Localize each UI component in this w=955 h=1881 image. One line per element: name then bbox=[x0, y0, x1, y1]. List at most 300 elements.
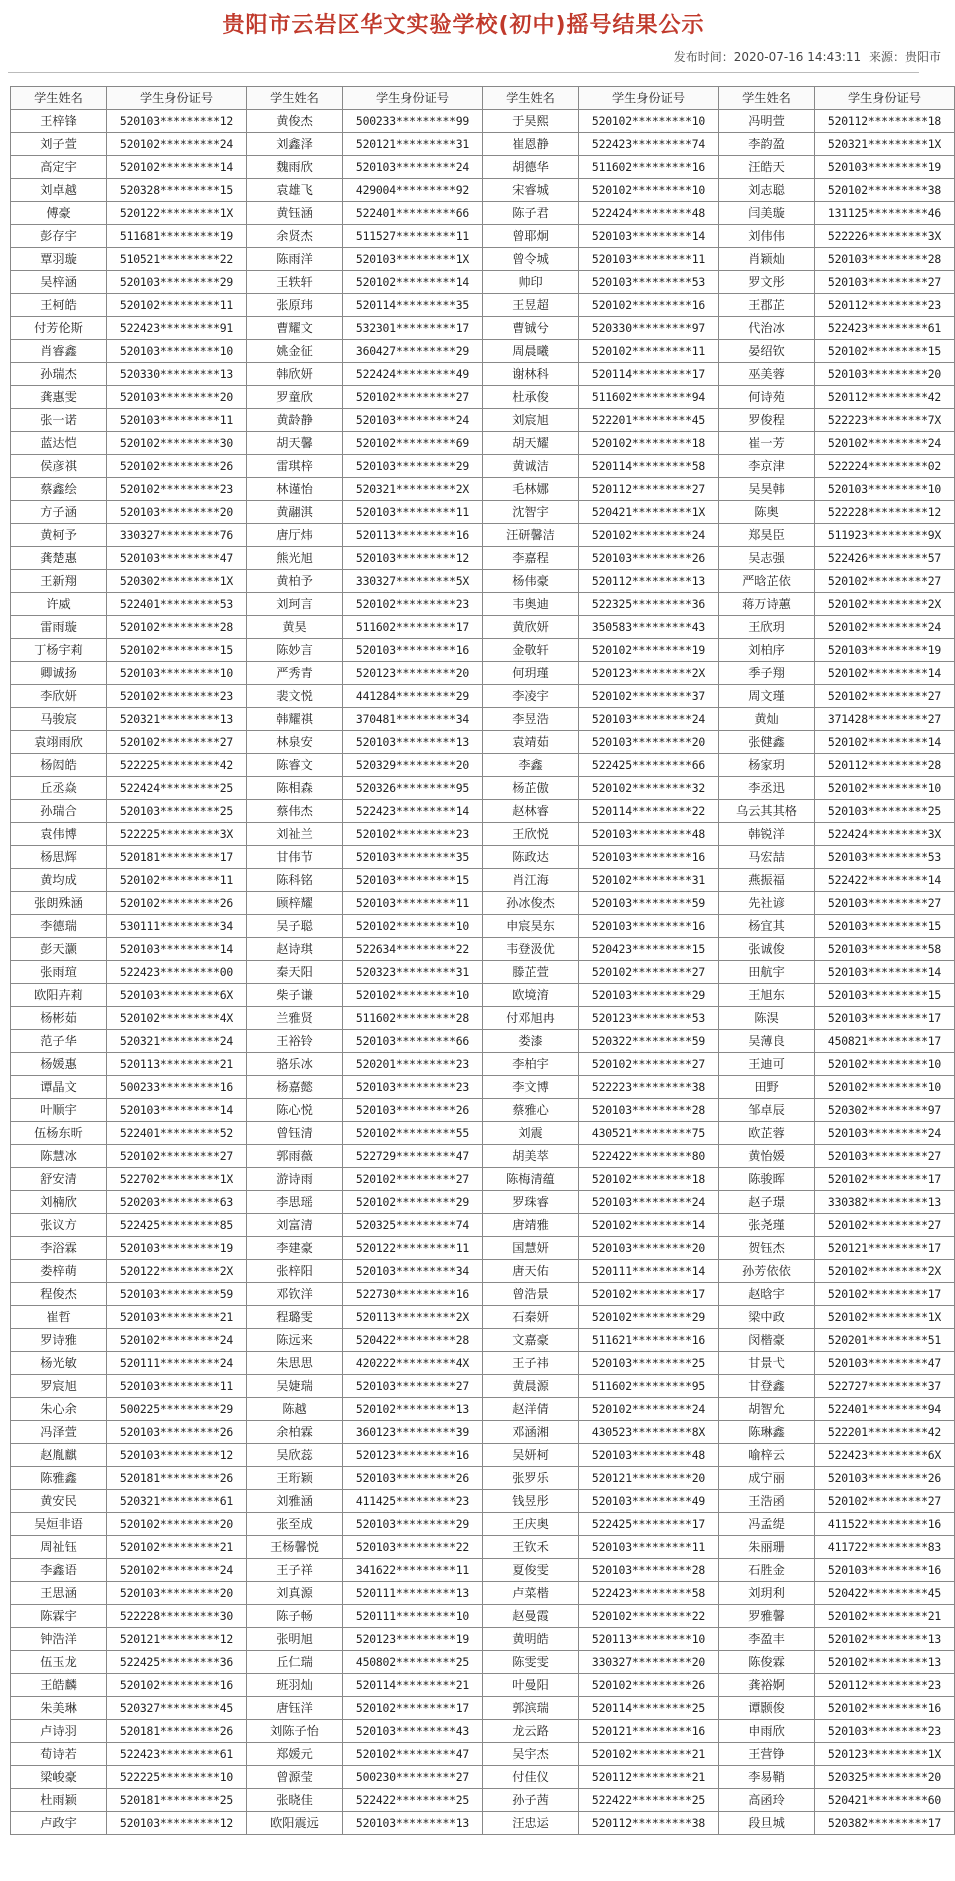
student-id-cell: 520302*********1X bbox=[107, 570, 247, 593]
student-name-cell: 王浩函 bbox=[719, 1490, 815, 1513]
student-name-cell: 付佳仪 bbox=[483, 1766, 579, 1789]
table-row bbox=[11, 1559, 955, 1582]
student-name-cell: 王柯皓 bbox=[11, 294, 107, 317]
student-name-cell: 田野 bbox=[719, 1076, 815, 1099]
student-name-cell: 雷雨璇 bbox=[11, 616, 107, 639]
student-id-cell: 511602*********94 bbox=[579, 386, 719, 409]
student-id-cell: 520326*********95 bbox=[343, 777, 483, 800]
student-name-cell: 刘子萱 bbox=[11, 133, 107, 156]
student-name-cell: 胡天馨 bbox=[247, 432, 343, 455]
student-name-cell: 卢政宇 bbox=[11, 1812, 107, 1835]
student-name-cell: 李鑫 bbox=[483, 754, 579, 777]
student-id-cell: 500233*********16 bbox=[107, 1076, 247, 1099]
student-name-cell: 张议方 bbox=[11, 1214, 107, 1237]
student-id-cell: 520102*********26 bbox=[107, 455, 247, 478]
student-name-cell: 朱美琳 bbox=[11, 1697, 107, 1720]
student-name-cell: 王旭东 bbox=[719, 984, 815, 1007]
student-id-cell: 520102*********11 bbox=[107, 869, 247, 892]
student-name-cell: 刘陈子怡 bbox=[247, 1720, 343, 1743]
student-id-cell: 520121*********17 bbox=[815, 1237, 955, 1260]
source: 来源：贵阳市 bbox=[868, 50, 941, 64]
student-id-cell: 522727*********37 bbox=[815, 1375, 955, 1398]
student-id-cell: 520422*********28 bbox=[343, 1329, 483, 1352]
student-name-cell: 曾源莹 bbox=[247, 1766, 343, 1789]
student-id-cell: 520103*********14 bbox=[815, 961, 955, 984]
student-name-cell: 罗诗雅 bbox=[11, 1329, 107, 1352]
student-name-cell: 段旦城 bbox=[719, 1812, 815, 1835]
table-row bbox=[11, 340, 955, 363]
student-name-cell: 黄昊 bbox=[247, 616, 343, 639]
table-row bbox=[11, 1237, 955, 1260]
student-name-cell: 余柏霖 bbox=[247, 1421, 343, 1444]
student-name-cell: 张罗乐 bbox=[483, 1467, 579, 1490]
student-id-cell: 520103*********49 bbox=[579, 1490, 719, 1513]
student-id-cell: 520102*********37 bbox=[579, 685, 719, 708]
student-id-cell: 520102*********10 bbox=[343, 984, 483, 1007]
student-name-cell: 龙云路 bbox=[483, 1720, 579, 1743]
student-id-cell: 520103*********12 bbox=[107, 1812, 247, 1835]
student-id-cell: 520114*********22 bbox=[579, 800, 719, 823]
student-id-cell: 520114*********21 bbox=[343, 1674, 483, 1697]
student-id-cell: 520102*********22 bbox=[579, 1605, 719, 1628]
student-name-cell: 陈妙言 bbox=[247, 639, 343, 662]
student-id-cell: 511602*********95 bbox=[579, 1375, 719, 1398]
student-name-cell: 刘震 bbox=[483, 1122, 579, 1145]
student-id-cell: 522423*********91 bbox=[107, 317, 247, 340]
student-id-cell: 520102*********18 bbox=[579, 1168, 719, 1191]
student-name-cell: 韦登汲优 bbox=[483, 938, 579, 961]
student-id-cell: 520103*********10 bbox=[107, 662, 247, 685]
table-row bbox=[11, 1168, 955, 1191]
student-name-cell: 林谨怡 bbox=[247, 478, 343, 501]
table-row bbox=[11, 1329, 955, 1352]
student-id-cell: 511602*********16 bbox=[579, 156, 719, 179]
student-id-cell: 520112*********42 bbox=[815, 386, 955, 409]
student-name-cell: 赵子璟 bbox=[719, 1191, 815, 1214]
table-row bbox=[11, 1398, 955, 1421]
table-row bbox=[11, 1467, 955, 1490]
student-name-cell: 周晨曦 bbox=[483, 340, 579, 363]
student-name-cell: 何玥瑾 bbox=[483, 662, 579, 685]
student-name-cell: 崔哲 bbox=[11, 1306, 107, 1329]
student-id-cell: 520102*********2X bbox=[815, 1260, 955, 1283]
student-name-cell: 孙冰俊杰 bbox=[483, 892, 579, 915]
student-name-cell: 覃羽璇 bbox=[11, 248, 107, 271]
student-id-cell: 520112*********23 bbox=[815, 294, 955, 317]
student-name-cell: 吴志强 bbox=[719, 547, 815, 570]
student-name-cell: 杨媛惠 bbox=[11, 1053, 107, 1076]
student-name-cell: 蔡伟杰 bbox=[247, 800, 343, 823]
student-id-cell: 520203*********63 bbox=[107, 1191, 247, 1214]
student-name-cell: 侯彦祺 bbox=[11, 455, 107, 478]
student-name-cell: 王欣玥 bbox=[719, 616, 815, 639]
student-name-cell: 黄柯予 bbox=[11, 524, 107, 547]
student-id-cell: 522201*********42 bbox=[815, 1421, 955, 1444]
student-name-cell: 杨嘉懿 bbox=[247, 1076, 343, 1099]
student-name-cell: 吴欣蕊 bbox=[247, 1444, 343, 1467]
student-id-cell: 520103*********20 bbox=[579, 1237, 719, 1260]
student-name-cell: 魏雨欣 bbox=[247, 156, 343, 179]
student-name-cell: 吴妍柯 bbox=[483, 1444, 579, 1467]
student-name-cell: 黄翮淇 bbox=[247, 501, 343, 524]
student-id-cell: 511621*********16 bbox=[579, 1329, 719, 1352]
student-name-cell: 陈越 bbox=[247, 1398, 343, 1421]
student-name-cell: 于昊熙 bbox=[483, 110, 579, 133]
student-id-cell: 520102*********14 bbox=[579, 1214, 719, 1237]
student-id-cell: 520103*********47 bbox=[107, 547, 247, 570]
student-name-cell: 吴薄良 bbox=[719, 1030, 815, 1053]
student-name-cell: 唐厅炜 bbox=[247, 524, 343, 547]
student-name-cell: 黄明皓 bbox=[483, 1628, 579, 1651]
student-id-cell: 520114*********58 bbox=[579, 455, 719, 478]
student-name-cell: 李韵盈 bbox=[719, 133, 815, 156]
table-row bbox=[11, 1191, 955, 1214]
student-name-cell: 谭晶文 bbox=[11, 1076, 107, 1099]
student-id-cell: 522426*********57 bbox=[815, 547, 955, 570]
student-name-cell: 李德瑞 bbox=[11, 915, 107, 938]
student-name-cell: 王子祥 bbox=[247, 1559, 343, 1582]
student-name-cell: 张明旭 bbox=[247, 1628, 343, 1651]
student-name-cell: 赵洋倩 bbox=[483, 1398, 579, 1421]
student-name-cell: 刘楠欣 bbox=[11, 1191, 107, 1214]
student-name-cell: 王欣悦 bbox=[483, 823, 579, 846]
student-id-cell: 520102*********27 bbox=[107, 1145, 247, 1168]
student-id-cell: 520103*********14 bbox=[107, 1099, 247, 1122]
student-name-cell: 赵胤麒 bbox=[11, 1444, 107, 1467]
student-name-cell: 蒋万诗蕙 bbox=[719, 593, 815, 616]
student-id-cell: 500233*********99 bbox=[343, 110, 483, 133]
student-name-cell: 杨芷傲 bbox=[483, 777, 579, 800]
table-row bbox=[11, 1582, 955, 1605]
table-row bbox=[11, 1490, 955, 1513]
student-id-cell: 520102*********4X bbox=[107, 1007, 247, 1030]
student-id-cell: 520321*********13 bbox=[107, 708, 247, 731]
table-row bbox=[11, 1766, 955, 1789]
student-name-cell: 胡美萃 bbox=[483, 1145, 579, 1168]
student-name-cell: 丁杨宇莉 bbox=[11, 639, 107, 662]
student-name-cell: 乌云其其格 bbox=[719, 800, 815, 823]
student-name-cell: 郭滨瑞 bbox=[483, 1697, 579, 1720]
student-id-cell: 522424*********49 bbox=[343, 363, 483, 386]
table-row bbox=[11, 915, 955, 938]
table-row bbox=[11, 1099, 955, 1122]
student-name-cell: 沈智宇 bbox=[483, 501, 579, 524]
student-name-cell: 肖睿鑫 bbox=[11, 340, 107, 363]
student-name-cell: 荀诗若 bbox=[11, 1743, 107, 1766]
student-id-cell: 370481*********34 bbox=[343, 708, 483, 731]
student-name-cell: 滕芷萱 bbox=[483, 961, 579, 984]
student-name-cell: 陈琳鑫 bbox=[719, 1421, 815, 1444]
student-name-cell: 张梓阳 bbox=[247, 1260, 343, 1283]
student-name-cell: 陈相森 bbox=[247, 777, 343, 800]
table-row bbox=[11, 363, 955, 386]
table-row bbox=[11, 938, 955, 961]
student-name-cell: 骆乐冰 bbox=[247, 1053, 343, 1076]
student-name-cell: 孙瑞杰 bbox=[11, 363, 107, 386]
student-id-cell: 330327*********5X bbox=[343, 570, 483, 593]
student-id-cell: 520102*********21 bbox=[579, 1743, 719, 1766]
student-name-cell: 黄俊杰 bbox=[247, 110, 343, 133]
student-id-cell: 520112*********28 bbox=[815, 754, 955, 777]
student-name-cell: 李思瑶 bbox=[247, 1191, 343, 1214]
student-name-cell: 崔恩静 bbox=[483, 133, 579, 156]
student-name-cell: 贺钰杰 bbox=[719, 1237, 815, 1260]
student-id-cell: 520103*********16 bbox=[343, 639, 483, 662]
student-name-cell: 张晓佳 bbox=[247, 1789, 343, 1812]
student-id-cell: 520103*********53 bbox=[815, 846, 955, 869]
student-id-cell: 520103*********24 bbox=[343, 156, 483, 179]
student-id-cell: 520102*********29 bbox=[579, 1306, 719, 1329]
student-id-cell: 520103*********13 bbox=[343, 1812, 483, 1835]
header-student-name: 学生姓名 bbox=[719, 87, 815, 110]
student-id-cell: 522401*********52 bbox=[107, 1122, 247, 1145]
student-name-cell: 曾耶炯 bbox=[483, 225, 579, 248]
student-name-cell: 陈淏 bbox=[719, 1007, 815, 1030]
student-name-cell: 帅印 bbox=[483, 271, 579, 294]
student-name-cell: 杨光敏 bbox=[11, 1352, 107, 1375]
table-row bbox=[11, 1030, 955, 1053]
table-row bbox=[11, 1283, 955, 1306]
student-name-cell: 郭雨薇 bbox=[247, 1145, 343, 1168]
student-name-cell: 冯泽萱 bbox=[11, 1421, 107, 1444]
student-name-cell: 汪皓天 bbox=[719, 156, 815, 179]
table-row bbox=[11, 501, 955, 524]
student-name-cell: 韩欣妍 bbox=[247, 363, 343, 386]
student-id-cell: 520103*********20 bbox=[107, 501, 247, 524]
student-name-cell: 蔡雅心 bbox=[483, 1099, 579, 1122]
student-id-cell: 520382*********17 bbox=[815, 1812, 955, 1835]
student-name-cell: 雷琪梓 bbox=[247, 455, 343, 478]
student-id-cell: 520103*********25 bbox=[815, 800, 955, 823]
student-name-cell: 傅豪 bbox=[11, 202, 107, 225]
table-row bbox=[11, 1651, 955, 1674]
student-id-cell: 520102*********14 bbox=[815, 662, 955, 685]
student-name-cell: 郑媛元 bbox=[247, 1743, 343, 1766]
student-id-cell: 520102*********27 bbox=[343, 1168, 483, 1191]
student-name-cell: 吴昊韩 bbox=[719, 478, 815, 501]
student-id-cell: 520102*********24 bbox=[107, 1559, 247, 1582]
student-id-cell: 522424*********25 bbox=[107, 777, 247, 800]
student-id-cell: 330382*********13 bbox=[815, 1191, 955, 1214]
student-id-cell: 522224*********02 bbox=[815, 455, 955, 478]
student-id-cell: 520113*********2X bbox=[343, 1306, 483, 1329]
student-name-cell: 肖颖灿 bbox=[719, 248, 815, 271]
student-name-cell: 方子涵 bbox=[11, 501, 107, 524]
student-id-cell: 530111*********34 bbox=[107, 915, 247, 938]
student-name-cell: 舒安清 bbox=[11, 1168, 107, 1191]
student-name-cell: 顾梓耀 bbox=[247, 892, 343, 915]
student-name-cell: 陈奥 bbox=[719, 501, 815, 524]
student-id-cell: 520302*********97 bbox=[815, 1099, 955, 1122]
student-name-cell: 甘伟节 bbox=[247, 846, 343, 869]
student-id-cell: 520102*********16 bbox=[579, 294, 719, 317]
student-name-cell: 欧阳卉莉 bbox=[11, 984, 107, 1007]
student-name-cell: 喻梓云 bbox=[719, 1444, 815, 1467]
student-name-cell: 田航宇 bbox=[719, 961, 815, 984]
student-id-cell: 520121*********31 bbox=[343, 133, 483, 156]
student-name-cell: 林泉安 bbox=[247, 731, 343, 754]
student-name-cell: 马骏宸 bbox=[11, 708, 107, 731]
student-id-cell: 520102*********17 bbox=[815, 1283, 955, 1306]
student-name-cell: 黄晨源 bbox=[483, 1375, 579, 1398]
student-id-cell: 522423*********61 bbox=[815, 317, 955, 340]
header-student-id: 学生身份证号 bbox=[579, 87, 719, 110]
student-id-cell: 520103*********66 bbox=[343, 1030, 483, 1053]
divider bbox=[8, 72, 919, 73]
student-name-cell: 刘柏序 bbox=[719, 639, 815, 662]
student-name-cell: 毛林娜 bbox=[483, 478, 579, 501]
student-name-cell: 肖江海 bbox=[483, 869, 579, 892]
student-name-cell: 周祉钰 bbox=[11, 1536, 107, 1559]
student-name-cell: 夏俊雯 bbox=[483, 1559, 579, 1582]
student-id-cell: 522425*********36 bbox=[107, 1651, 247, 1674]
student-name-cell: 李京津 bbox=[719, 455, 815, 478]
student-name-cell: 娄梓萌 bbox=[11, 1260, 107, 1283]
student-name-cell: 刘伟伟 bbox=[719, 225, 815, 248]
student-name-cell: 杜雨颖 bbox=[11, 1789, 107, 1812]
table-row bbox=[11, 1513, 955, 1536]
student-id-cell: 520122*********11 bbox=[343, 1237, 483, 1260]
table-row bbox=[11, 800, 955, 823]
student-id-cell: 520103*********29 bbox=[579, 984, 719, 1007]
table-row bbox=[11, 731, 955, 754]
student-id-cell: 522228*********30 bbox=[107, 1605, 247, 1628]
student-id-cell: 520327*********45 bbox=[107, 1697, 247, 1720]
student-id-cell: 520111*********24 bbox=[107, 1352, 247, 1375]
table-row bbox=[11, 639, 955, 662]
table-row bbox=[11, 524, 955, 547]
student-id-cell: 520102*********23 bbox=[343, 823, 483, 846]
student-id-cell: 520103*********27 bbox=[815, 892, 955, 915]
student-name-cell: 袁翊雨欣 bbox=[11, 731, 107, 754]
student-name-cell: 龚裕婀 bbox=[719, 1674, 815, 1697]
student-id-cell: 520103*********13 bbox=[343, 731, 483, 754]
table-row bbox=[11, 1076, 955, 1099]
student-id-cell: 360427*********29 bbox=[343, 340, 483, 363]
student-name-cell: 孙子茜 bbox=[483, 1789, 579, 1812]
student-id-cell: 520181*********26 bbox=[107, 1467, 247, 1490]
header-student-name: 学生姓名 bbox=[247, 87, 343, 110]
lottery-result-table bbox=[10, 86, 955, 1835]
header-student-name: 学生姓名 bbox=[483, 87, 579, 110]
student-name-cell: 罗雅馨 bbox=[719, 1605, 815, 1628]
student-id-cell: 520102*********11 bbox=[579, 340, 719, 363]
student-id-cell: 520103*********21 bbox=[107, 1306, 247, 1329]
student-id-cell: 522225*********42 bbox=[107, 754, 247, 777]
student-name-cell: 欧境淯 bbox=[483, 984, 579, 1007]
student-id-cell: 500230*********27 bbox=[343, 1766, 483, 1789]
student-name-cell: 王裕铃 bbox=[247, 1030, 343, 1053]
table-row bbox=[11, 754, 955, 777]
student-name-cell: 唐钰洋 bbox=[247, 1697, 343, 1720]
student-name-cell: 赵诗琪 bbox=[247, 938, 343, 961]
student-name-cell: 陈睿文 bbox=[247, 754, 343, 777]
student-name-cell: 高定宇 bbox=[11, 156, 107, 179]
student-name-cell: 彭存宇 bbox=[11, 225, 107, 248]
student-name-cell: 闵楷豪 bbox=[719, 1329, 815, 1352]
student-name-cell: 杨彬茹 bbox=[11, 1007, 107, 1030]
student-name-cell: 李易鞘 bbox=[719, 1766, 815, 1789]
student-name-cell: 刘鑫泽 bbox=[247, 133, 343, 156]
student-id-cell: 520123*********20 bbox=[343, 662, 483, 685]
student-id-cell: 520112*********23 bbox=[815, 1674, 955, 1697]
student-name-cell: 王钦禾 bbox=[483, 1536, 579, 1559]
table-row bbox=[11, 547, 955, 570]
student-id-cell: 522422*********80 bbox=[579, 1145, 719, 1168]
student-id-cell: 520113*********21 bbox=[107, 1053, 247, 1076]
table-row bbox=[11, 1812, 955, 1835]
table-row bbox=[11, 1145, 955, 1168]
student-id-cell: 520102*********10 bbox=[815, 1053, 955, 1076]
student-id-cell: 520102*********13 bbox=[343, 1398, 483, 1421]
header-student-name: 学生姓名 bbox=[11, 87, 107, 110]
student-id-cell: 520123*********1X bbox=[815, 1743, 955, 1766]
student-name-cell: 汪研馨洁 bbox=[483, 524, 579, 547]
student-id-cell: 520121*********20 bbox=[579, 1467, 719, 1490]
student-name-cell: 谢林科 bbox=[483, 363, 579, 386]
student-id-cell: 520102*********26 bbox=[107, 892, 247, 915]
table-row bbox=[11, 1536, 955, 1559]
student-id-cell: 520103*********53 bbox=[579, 271, 719, 294]
student-id-cell: 520114*********17 bbox=[579, 363, 719, 386]
student-id-cell: 520112*********38 bbox=[579, 1812, 719, 1835]
student-name-cell: 陈慧冰 bbox=[11, 1145, 107, 1168]
student-id-cell: 520103*********48 bbox=[579, 823, 719, 846]
student-id-cell: 520102*********27 bbox=[815, 570, 955, 593]
student-name-cell: 王子祎 bbox=[483, 1352, 579, 1375]
student-name-cell: 冯明萱 bbox=[719, 110, 815, 133]
student-name-cell: 游诗雨 bbox=[247, 1168, 343, 1191]
student-name-cell: 王思涵 bbox=[11, 1582, 107, 1605]
student-id-cell: 520103*********26 bbox=[815, 1467, 955, 1490]
student-id-cell: 520103*********34 bbox=[343, 1260, 483, 1283]
student-name-cell: 罗童欣 bbox=[247, 386, 343, 409]
student-name-cell: 朱丽珊 bbox=[719, 1536, 815, 1559]
student-name-cell: 周文瑾 bbox=[719, 685, 815, 708]
student-name-cell: 欧阳震远 bbox=[247, 1812, 343, 1835]
student-name-cell: 王郡芷 bbox=[719, 294, 815, 317]
table-row bbox=[11, 1743, 955, 1766]
table-row bbox=[11, 685, 955, 708]
student-name-cell: 孙芳依依 bbox=[719, 1260, 815, 1283]
student-name-cell: 李建豪 bbox=[247, 1237, 343, 1260]
student-name-cell: 姚金征 bbox=[247, 340, 343, 363]
student-id-cell: 520123*********19 bbox=[343, 1628, 483, 1651]
table-row bbox=[11, 1122, 955, 1145]
student-id-cell: 520322*********59 bbox=[579, 1030, 719, 1053]
student-name-cell: 王皓麟 bbox=[11, 1674, 107, 1697]
student-id-cell: 522401*********94 bbox=[815, 1398, 955, 1421]
student-name-cell: 黄均成 bbox=[11, 869, 107, 892]
student-name-cell: 班羽灿 bbox=[247, 1674, 343, 1697]
student-name-cell: 黄怡媛 bbox=[719, 1145, 815, 1168]
student-id-cell: 520103*********25 bbox=[579, 1352, 719, 1375]
student-name-cell: 王珩颖 bbox=[247, 1467, 343, 1490]
student-id-cell: 522422*********25 bbox=[343, 1789, 483, 1812]
student-id-cell: 520103*********27 bbox=[815, 271, 955, 294]
student-id-cell: 520103*********27 bbox=[815, 1145, 955, 1168]
student-id-cell: 520102*********17 bbox=[343, 1697, 483, 1720]
student-id-cell: 520102*********21 bbox=[107, 1536, 247, 1559]
student-name-cell: 高函玲 bbox=[719, 1789, 815, 1812]
student-id-cell: 511527*********11 bbox=[343, 225, 483, 248]
student-name-cell: 娄漆 bbox=[483, 1030, 579, 1053]
student-id-cell: 520103*********20 bbox=[107, 1582, 247, 1605]
student-name-cell: 张雨瑄 bbox=[11, 961, 107, 984]
student-id-cell: 532301*********17 bbox=[343, 317, 483, 340]
student-name-cell: 刘富清 bbox=[247, 1214, 343, 1237]
student-name-cell: 陈科铭 bbox=[247, 869, 343, 892]
